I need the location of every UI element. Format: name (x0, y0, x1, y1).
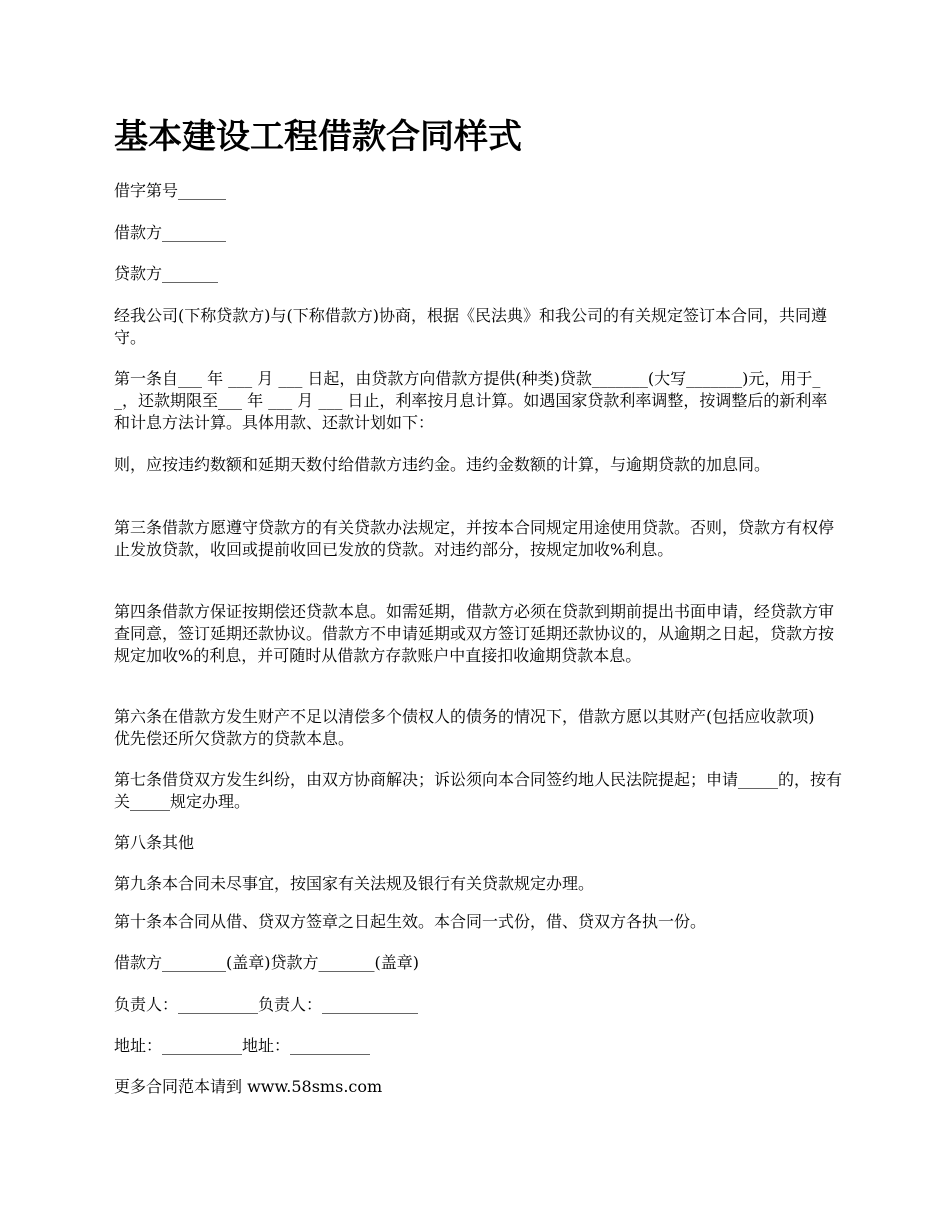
document-title: 基本建设工程借款合同样式 (114, 117, 522, 157)
address-line: 地址：__________地址：__________ (114, 1036, 371, 1055)
article-10-paragraph: 第十条本合同从借、贷双方签章之日起生效。本合同一式份，借、贷双方各执一份。 (114, 912, 707, 931)
signature-seals-line: 借款方________(盖章)贷款方_______(盖章) (114, 953, 419, 972)
article-9-paragraph: 第九条本合同未尽事宜，按国家有关法规及银行有关贷款规定办理。 (114, 874, 595, 893)
lender-field: 贷款方_______ (114, 264, 219, 283)
doc-number-field: 借字第号______ (114, 181, 227, 200)
article-2-fragment-paragraph: 则，应按违约数额和延期天数付给借款方违约金。违约金数额的计算，与逾期贷款的加息同。 (114, 455, 771, 474)
footer-more-templates: 更多合同范本请到 www.58sms.com (114, 1077, 383, 1096)
article-8-paragraph: 第八条其他 (114, 833, 195, 852)
article-7-paragraph: 第七条借贷双方发生纠纷，由双方协商解决；诉讼须向本合同签约地人民法院提起；申请_____的，按有关_____规定办理。 (114, 770, 843, 811)
borrower-field: 借款方________ (114, 223, 227, 242)
article-6-paragraph: 第六条在借款方发生财产不足以清偿多个债权人的债务的情况下，借款方愿以其财产(包括应收款项)优先偿还所欠贷款方的贷款本息。 (114, 707, 815, 748)
article-3-paragraph: 第三条借款方愿遵守贷款方的有关贷款办法规定，并按本合同规定用途使用贷款。否则，贷款方有权停止发放贷款，收回或提前收回已发放的贷款。对违约部分，按规定加收%利息。 (114, 518, 835, 559)
article-4-paragraph: 第四条借款方保证按期偿还贷款本息。如需延期，借款方必须在贷款到期前提出书面申请，经贷款方审查同意，签订延期还款协议。借款方不申请延期或双方签订延期还款协议的，从逾期之日起，贷款方按规定加收%的利息，并可随时从借款方存款账户中直接扣收逾期贷款本息。 (114, 602, 835, 665)
responsible-person-line: 负责人：__________负责人：____________ (114, 995, 419, 1014)
intro-paragraph: 经我公司(下称贷款方)与(下称借款方)协商，根据《民法典》和我公司的有关规定签订本合同，共同遵守。 (114, 306, 827, 347)
article-1-paragraph: 第一条自___ 年 ___ 月 ___ 日起，由贷款方向借款方提供(种类)贷款_______(大写_______)元，用于__，还款期限至___ 年 ___ 月 ___ 日止，利率按月息计算。如遇国家贷款利率调整，按调整后的新利率和计息方法计算。具体用款、还款计划如下： (114, 369, 828, 432)
